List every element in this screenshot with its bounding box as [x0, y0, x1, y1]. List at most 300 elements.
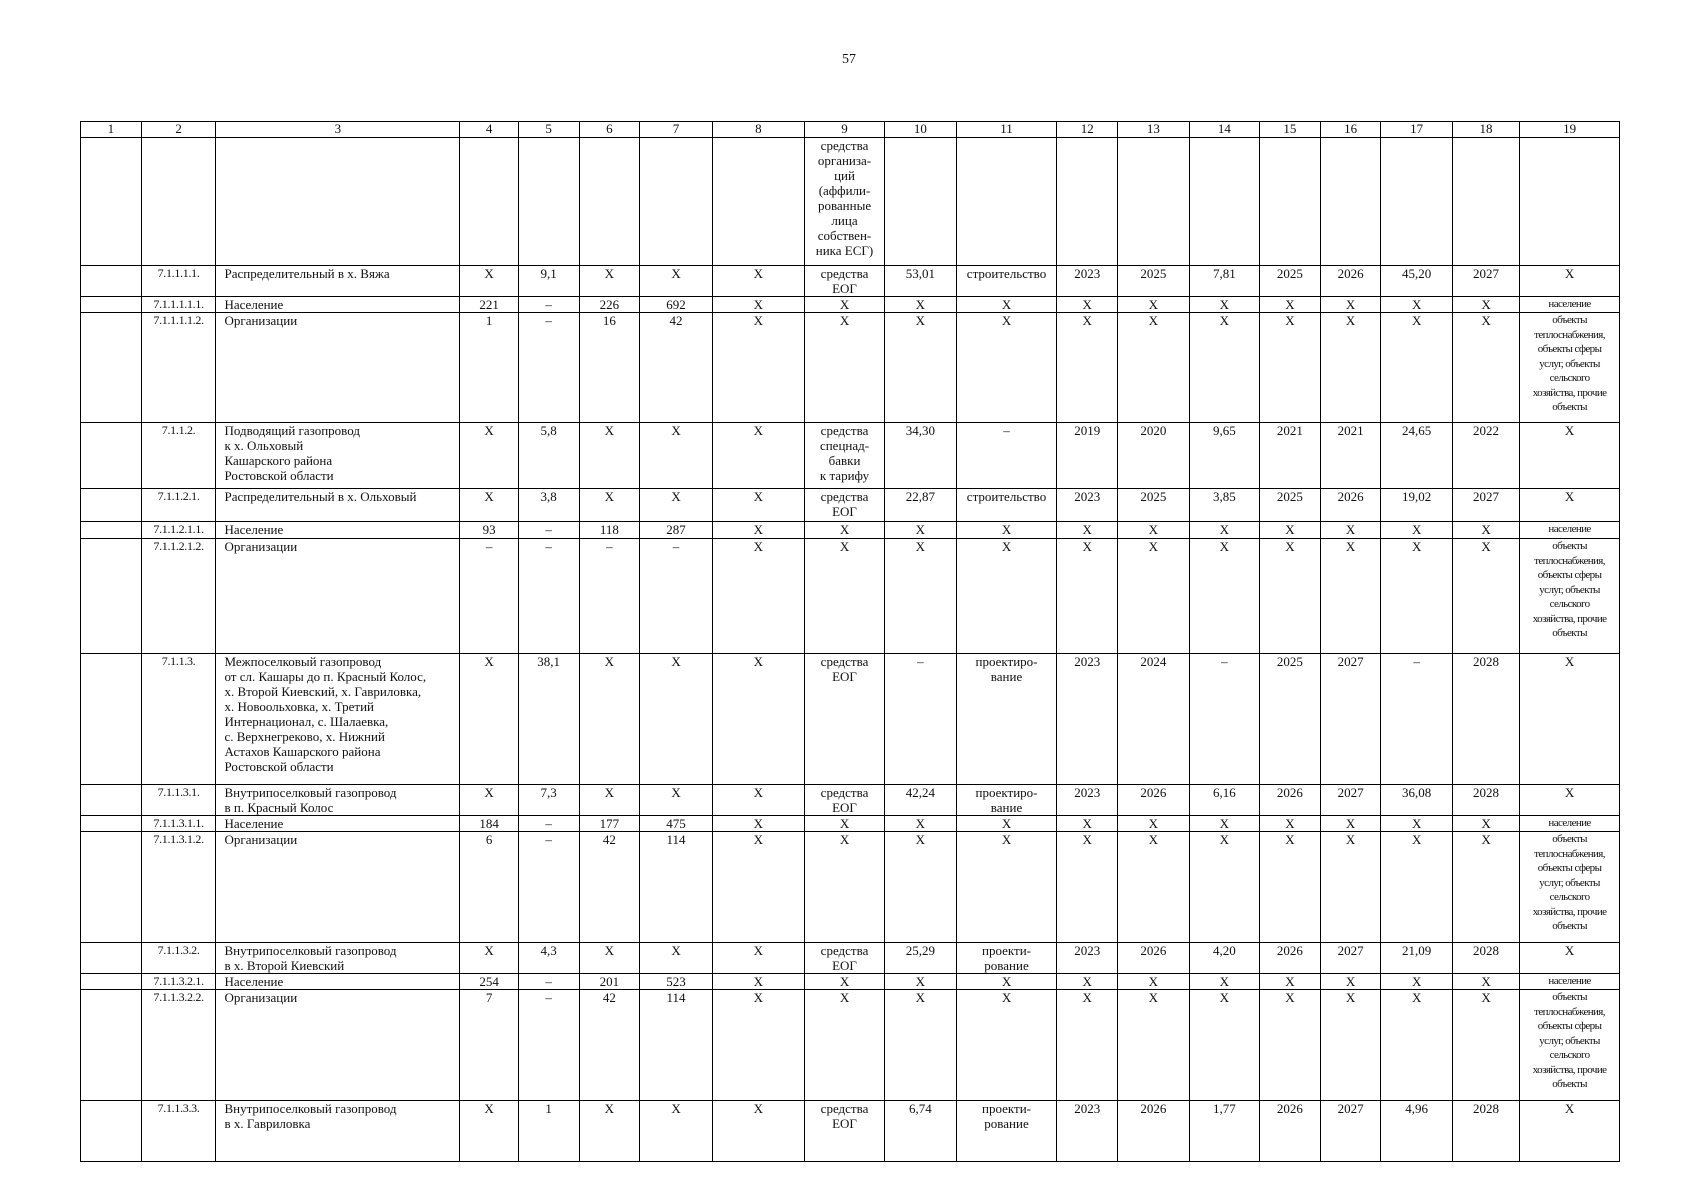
cell-length: –: [518, 816, 579, 832]
cell-start-year: Х: [1057, 297, 1118, 313]
cell-consumer-category: население: [1520, 816, 1620, 832]
cell-consumer-category: объекты теплоснабжения, объекты сферы услуг, объекты сельского хозяйства, прочие объекты: [1520, 539, 1620, 654]
cell-object-name: Население: [216, 297, 460, 313]
cell-funding-source: средства организа- ций (аффили- рованные лица собствен- ника ЕСГ): [804, 138, 884, 266]
cell-col-8: Х: [712, 974, 804, 990]
column-number-18: 18: [1452, 122, 1519, 138]
cell-col-8: Х: [712, 1101, 804, 1162]
cell-stage: Х: [956, 313, 1057, 423]
cell-cost: Х: [885, 313, 957, 423]
cell-end-year: Х: [1118, 297, 1190, 313]
investment-program-table: [80, 121, 1620, 1162]
cell-funding-source: Х: [804, 297, 884, 313]
cell-col-18: Х: [1452, 832, 1519, 943]
cell-col-6: 42: [579, 832, 640, 943]
cell-funding-source: средства ЕОГ: [804, 785, 884, 816]
cell-item-code: 7.1.1.3.3.: [141, 1101, 216, 1162]
cell-start-year: 2023: [1057, 489, 1118, 522]
cell-col-16: 2021: [1320, 423, 1381, 489]
cell-col-18: Х: [1452, 522, 1519, 539]
cell-funding-source: средства спецнад- бавки к тарифу: [804, 423, 884, 489]
cell-col-4: Х: [460, 1101, 519, 1162]
cell-item-code: 7.1.1.3.2.: [141, 943, 216, 974]
cell-row-number: [81, 489, 142, 522]
cell-row-number: [81, 785, 142, 816]
cell-row-number: [81, 297, 142, 313]
cell-row-number: [81, 313, 142, 423]
cell-col-4: Х: [460, 654, 519, 785]
cell-length: [518, 138, 579, 266]
column-number-15: 15: [1260, 122, 1321, 138]
table-body: [81, 138, 1620, 1162]
cell-consumer-category: Х: [1520, 654, 1620, 785]
cell-cost: Х: [885, 522, 957, 539]
table-row: [81, 297, 1620, 313]
cell-col-7: Х: [640, 1101, 713, 1162]
cell-end-year: 2025: [1118, 266, 1190, 297]
cell-col-14: 7,81: [1189, 266, 1259, 297]
cell-end-year: Х: [1118, 522, 1190, 539]
cell-consumer-category: Х: [1520, 943, 1620, 974]
cell-cost: Х: [885, 539, 957, 654]
cell-col-7: 475: [640, 816, 713, 832]
cell-end-year: Х: [1118, 832, 1190, 943]
table-row: [81, 832, 1620, 943]
cell-object-name: Межпоселковый газопровод от сл. Кашары до п. Красный Колос, х. Второй Киевский, х. Гавриловка, х. Новоольховка, х. Третий Интернационал, с. Шалаевка, с. Верхнегреково, х. Нижний Астахов Кашарского района Ростовской области: [216, 654, 460, 785]
cell-funding-source: средства ЕОГ: [804, 943, 884, 974]
cell-col-7: –: [640, 539, 713, 654]
cell-col-17: Х: [1381, 297, 1453, 313]
cell-start-year: Х: [1057, 313, 1118, 423]
column-number-17: 17: [1381, 122, 1453, 138]
column-number-7: 7: [640, 122, 713, 138]
table-row: [81, 816, 1620, 832]
cell-col-8: Х: [712, 832, 804, 943]
column-number-12: 12: [1057, 122, 1118, 138]
cell-funding-source: средства ЕОГ: [804, 489, 884, 522]
cell-col-14: 3,85: [1189, 489, 1259, 522]
cell-col-17: 45,20: [1381, 266, 1453, 297]
cell-col-4: 254: [460, 974, 519, 990]
table-row: [81, 423, 1620, 489]
cell-cost: Х: [885, 974, 957, 990]
cell-consumer-category: Х: [1520, 785, 1620, 816]
cell-object-name: Внутрипоселковый газопровод в х. Гавриловка: [216, 1101, 460, 1162]
cell-col-14: 9,65: [1189, 423, 1259, 489]
cell-consumer-category: население: [1520, 974, 1620, 990]
cell-end-year: 2026: [1118, 1101, 1190, 1162]
cell-col-14: Х: [1189, 522, 1259, 539]
cell-item-code: [141, 138, 216, 266]
investment-program-table-wrapper: [80, 121, 1620, 1162]
cell-stage: строительство: [956, 266, 1057, 297]
table-row: [81, 654, 1620, 785]
cell-col-7: Х: [640, 489, 713, 522]
column-number-11: 11: [956, 122, 1057, 138]
cell-col-16: [1320, 138, 1381, 266]
cell-col-6: 42: [579, 990, 640, 1101]
cell-cost: Х: [885, 297, 957, 313]
cell-col-18: [1452, 138, 1519, 266]
cell-col-4: [460, 138, 519, 266]
table-row: [81, 266, 1620, 297]
cell-start-year: Х: [1057, 990, 1118, 1101]
cell-consumer-category: объекты теплоснабжения, объекты сферы услуг, объекты сельского хозяйства, прочие объекты: [1520, 832, 1620, 943]
table-row: [81, 974, 1620, 990]
cell-row-number: [81, 654, 142, 785]
cell-cost: 25,29: [885, 943, 957, 974]
cell-col-8: [712, 138, 804, 266]
cell-cost: Х: [885, 816, 957, 832]
table-row: [81, 990, 1620, 1101]
cell-col-15: 2026: [1260, 1101, 1321, 1162]
cell-consumer-category: [1520, 138, 1620, 266]
cell-stage: Х: [956, 816, 1057, 832]
cell-col-6: Х: [579, 423, 640, 489]
column-number-4: 4: [460, 122, 519, 138]
cell-object-name: Внутрипоселковый газопровод в п. Красный Колос: [216, 785, 460, 816]
cell-col-16: Х: [1320, 313, 1381, 423]
cell-item-code: 7.1.1.3.1.2.: [141, 832, 216, 943]
cell-col-16: Х: [1320, 974, 1381, 990]
cell-start-year: 2023: [1057, 943, 1118, 974]
cell-cost: –: [885, 654, 957, 785]
cell-funding-source: Х: [804, 816, 884, 832]
cell-stage: –: [956, 423, 1057, 489]
cell-col-4: 184: [460, 816, 519, 832]
cell-item-code: 7.1.1.3.: [141, 654, 216, 785]
cell-col-17: Х: [1381, 832, 1453, 943]
cell-consumer-category: объекты теплоснабжения, объекты сферы услуг, объекты сельского хозяйства, прочие объекты: [1520, 313, 1620, 423]
cell-col-15: Х: [1260, 990, 1321, 1101]
cell-item-code: 7.1.1.3.1.: [141, 785, 216, 816]
cell-col-7: 287: [640, 522, 713, 539]
cell-col-6: 16: [579, 313, 640, 423]
cell-object-name: Организации: [216, 539, 460, 654]
cell-object-name: Подводящий газопровод к х. Ольховый Кашарского района Ростовской области: [216, 423, 460, 489]
cell-object-name: Население: [216, 522, 460, 539]
cell-col-7: Х: [640, 266, 713, 297]
cell-item-code: 7.1.1.3.1.1.: [141, 816, 216, 832]
cell-stage: Х: [956, 832, 1057, 943]
cell-col-8: Х: [712, 522, 804, 539]
cell-item-code: 7.1.1.2.1.1.: [141, 522, 216, 539]
cell-col-4: 221: [460, 297, 519, 313]
cell-cost: [885, 138, 957, 266]
cell-row-number: [81, 832, 142, 943]
column-number-5: 5: [518, 122, 579, 138]
cell-col-8: Х: [712, 313, 804, 423]
cell-col-17: 19,02: [1381, 489, 1453, 522]
cell-cost: Х: [885, 990, 957, 1101]
cell-col-7: 114: [640, 832, 713, 943]
cell-row-number: [81, 138, 142, 266]
cell-stage: строительство: [956, 489, 1057, 522]
cell-start-year: 2023: [1057, 785, 1118, 816]
cell-row-number: [81, 816, 142, 832]
cell-item-code: 7.1.1.1.1.2.: [141, 313, 216, 423]
column-number-3: 3: [216, 122, 460, 138]
cell-row-number: [81, 539, 142, 654]
table-row: [81, 138, 1620, 266]
cell-col-15: Х: [1260, 297, 1321, 313]
cell-funding-source: Х: [804, 313, 884, 423]
cell-cost: 6,74: [885, 1101, 957, 1162]
column-number-16: 16: [1320, 122, 1381, 138]
cell-length: –: [518, 522, 579, 539]
cell-funding-source: Х: [804, 832, 884, 943]
cell-funding-source: средства ЕОГ: [804, 1101, 884, 1162]
cell-col-7: Х: [640, 423, 713, 489]
table-row: [81, 522, 1620, 539]
cell-start-year: 2023: [1057, 266, 1118, 297]
cell-col-16: 2026: [1320, 266, 1381, 297]
cell-item-code: 7.1.1.2.: [141, 423, 216, 489]
cell-col-17: 21,09: [1381, 943, 1453, 974]
cell-cost: 42,24: [885, 785, 957, 816]
cell-length: 7,3: [518, 785, 579, 816]
cell-col-7: Х: [640, 785, 713, 816]
cell-end-year: 2026: [1118, 785, 1190, 816]
cell-col-6: [579, 138, 640, 266]
cell-col-8: Х: [712, 489, 804, 522]
cell-cost: Х: [885, 832, 957, 943]
cell-funding-source: Х: [804, 990, 884, 1101]
cell-end-year: 2024: [1118, 654, 1190, 785]
cell-cost: 22,87: [885, 489, 957, 522]
cell-start-year: Х: [1057, 974, 1118, 990]
cell-col-18: Х: [1452, 313, 1519, 423]
cell-col-16: Х: [1320, 816, 1381, 832]
cell-stage: проектиро- вание: [956, 785, 1057, 816]
cell-col-18: Х: [1452, 297, 1519, 313]
table-row: [81, 313, 1620, 423]
cell-col-14: –: [1189, 654, 1259, 785]
cell-consumer-category: население: [1520, 297, 1620, 313]
cell-col-14: Х: [1189, 974, 1259, 990]
cell-funding-source: средства ЕОГ: [804, 654, 884, 785]
cell-col-18: 2028: [1452, 654, 1519, 785]
cell-item-code: 7.1.1.1.1.1.: [141, 297, 216, 313]
cell-start-year: 2023: [1057, 1101, 1118, 1162]
cell-col-16: Х: [1320, 522, 1381, 539]
cell-object-name: Организации: [216, 832, 460, 943]
cell-col-15: Х: [1260, 832, 1321, 943]
cell-stage: проектиро- вание: [956, 654, 1057, 785]
cell-col-16: Х: [1320, 297, 1381, 313]
cell-col-4: Х: [460, 423, 519, 489]
cell-col-14: Х: [1189, 539, 1259, 654]
cell-row-number: [81, 990, 142, 1101]
cell-col-16: 2027: [1320, 654, 1381, 785]
cell-col-7: Х: [640, 654, 713, 785]
cell-col-14: Х: [1189, 990, 1259, 1101]
cell-start-year: [1057, 138, 1118, 266]
cell-col-15: 2025: [1260, 489, 1321, 522]
cell-col-6: 226: [579, 297, 640, 313]
cell-col-17: Х: [1381, 990, 1453, 1101]
cell-start-year: 2023: [1057, 654, 1118, 785]
cell-col-17: 36,08: [1381, 785, 1453, 816]
cell-stage: Х: [956, 990, 1057, 1101]
cell-col-18: 2028: [1452, 1101, 1519, 1162]
cell-col-6: Х: [579, 654, 640, 785]
cell-col-7: 692: [640, 297, 713, 313]
cell-item-code: 7.1.1.1.1.: [141, 266, 216, 297]
cell-col-16: Х: [1320, 990, 1381, 1101]
cell-col-17: Х: [1381, 816, 1453, 832]
cell-start-year: 2019: [1057, 423, 1118, 489]
column-number-9: 9: [804, 122, 884, 138]
cell-object-name: Организации: [216, 313, 460, 423]
cell-start-year: Х: [1057, 816, 1118, 832]
cell-stage: проекти- рование: [956, 1101, 1057, 1162]
cell-consumer-category: Х: [1520, 266, 1620, 297]
cell-funding-source: Х: [804, 539, 884, 654]
cell-col-18: Х: [1452, 974, 1519, 990]
cell-length: 1: [518, 1101, 579, 1162]
page-number: 57: [842, 52, 856, 67]
cell-col-16: Х: [1320, 539, 1381, 654]
column-number-2: 2: [141, 122, 216, 138]
cell-col-4: 7: [460, 990, 519, 1101]
cell-col-6: Х: [579, 943, 640, 974]
cell-row-number: [81, 974, 142, 990]
cell-col-14: 4,20: [1189, 943, 1259, 974]
cell-end-year: Х: [1118, 974, 1190, 990]
cell-stage: Х: [956, 297, 1057, 313]
cell-length: –: [518, 974, 579, 990]
cell-stage: Х: [956, 539, 1057, 654]
cell-end-year: [1118, 138, 1190, 266]
cell-row-number: [81, 423, 142, 489]
cell-col-8: Х: [712, 816, 804, 832]
cell-start-year: Х: [1057, 832, 1118, 943]
cell-col-7: 523: [640, 974, 713, 990]
cell-col-8: Х: [712, 423, 804, 489]
cell-col-8: Х: [712, 943, 804, 974]
cell-col-15: Х: [1260, 313, 1321, 423]
cell-col-17: Х: [1381, 974, 1453, 990]
table-row: [81, 489, 1620, 522]
cell-start-year: Х: [1057, 522, 1118, 539]
cell-col-18: 2022: [1452, 423, 1519, 489]
cell-col-4: 6: [460, 832, 519, 943]
table-row: [81, 539, 1620, 654]
cell-col-7: 114: [640, 990, 713, 1101]
cell-consumer-category: Х: [1520, 489, 1620, 522]
cell-col-4: Х: [460, 266, 519, 297]
cell-col-6: 118: [579, 522, 640, 539]
cell-length: 9,1: [518, 266, 579, 297]
cell-col-14: [1189, 138, 1259, 266]
column-number-14: 14: [1189, 122, 1259, 138]
cell-col-6: 201: [579, 974, 640, 990]
cell-length: –: [518, 297, 579, 313]
column-number-10: 10: [885, 122, 957, 138]
column-number-6: 6: [579, 122, 640, 138]
cell-col-4: 1: [460, 313, 519, 423]
cell-length: 3,8: [518, 489, 579, 522]
cell-item-code: 7.1.1.3.2.2.: [141, 990, 216, 1101]
cell-col-4: Х: [460, 785, 519, 816]
column-number-13: 13: [1118, 122, 1190, 138]
cell-col-14: Х: [1189, 313, 1259, 423]
column-number-header-row: [81, 122, 1620, 138]
cell-length: –: [518, 313, 579, 423]
cell-stage: [956, 138, 1057, 266]
cell-end-year: 2025: [1118, 489, 1190, 522]
cell-col-6: Х: [579, 785, 640, 816]
cell-length: 4,3: [518, 943, 579, 974]
cell-col-14: Х: [1189, 816, 1259, 832]
cell-row-number: [81, 522, 142, 539]
cell-length: 5,8: [518, 423, 579, 489]
cell-col-8: Х: [712, 297, 804, 313]
cell-col-8: Х: [712, 539, 804, 654]
column-number-1: 1: [81, 122, 142, 138]
cell-col-18: 2027: [1452, 266, 1519, 297]
cell-cost: 34,30: [885, 423, 957, 489]
cell-col-16: 2026: [1320, 489, 1381, 522]
cell-col-17: Х: [1381, 313, 1453, 423]
cell-col-6: Х: [579, 1101, 640, 1162]
cell-col-15: 2025: [1260, 654, 1321, 785]
cell-row-number: [81, 943, 142, 974]
column-number-19: 19: [1520, 122, 1620, 138]
cell-item-code: 7.1.1.3.2.1.: [141, 974, 216, 990]
cell-col-4: 93: [460, 522, 519, 539]
cell-funding-source: Х: [804, 974, 884, 990]
cell-col-4: Х: [460, 943, 519, 974]
cell-object-name: Организации: [216, 990, 460, 1101]
cell-col-15: 2021: [1260, 423, 1321, 489]
cell-consumer-category: Х: [1520, 423, 1620, 489]
cell-col-15: 2026: [1260, 943, 1321, 974]
cell-consumer-category: население: [1520, 522, 1620, 539]
column-number-8: 8: [712, 122, 804, 138]
cell-length: 38,1: [518, 654, 579, 785]
cell-object-name: Внутрипоселковый газопровод в х. Второй Киевский: [216, 943, 460, 974]
cell-col-17: [1381, 138, 1453, 266]
cell-object-name: [216, 138, 460, 266]
cell-col-17: Х: [1381, 522, 1453, 539]
cell-length: –: [518, 990, 579, 1101]
cell-item-code: 7.1.1.2.1.2.: [141, 539, 216, 654]
cell-end-year: Х: [1118, 990, 1190, 1101]
cell-col-8: Х: [712, 266, 804, 297]
cell-stage: Х: [956, 974, 1057, 990]
cell-col-4: –: [460, 539, 519, 654]
cell-object-name: Распределительный в х. Вяжа: [216, 266, 460, 297]
cell-end-year: 2026: [1118, 943, 1190, 974]
cell-consumer-category: Х: [1520, 1101, 1620, 1162]
cell-col-15: Х: [1260, 974, 1321, 990]
cell-col-16: 2027: [1320, 1101, 1381, 1162]
cell-end-year: Х: [1118, 816, 1190, 832]
cell-col-18: 2028: [1452, 785, 1519, 816]
cell-object-name: Распределительный в х. Ольховый: [216, 489, 460, 522]
cell-col-6: 177: [579, 816, 640, 832]
cell-length: –: [518, 539, 579, 654]
cell-col-15: Х: [1260, 522, 1321, 539]
cell-col-17: –: [1381, 654, 1453, 785]
cell-start-year: Х: [1057, 539, 1118, 654]
cell-col-8: Х: [712, 785, 804, 816]
cell-col-16: Х: [1320, 832, 1381, 943]
cell-col-18: 2028: [1452, 943, 1519, 974]
cell-funding-source: средства ЕОГ: [804, 266, 884, 297]
